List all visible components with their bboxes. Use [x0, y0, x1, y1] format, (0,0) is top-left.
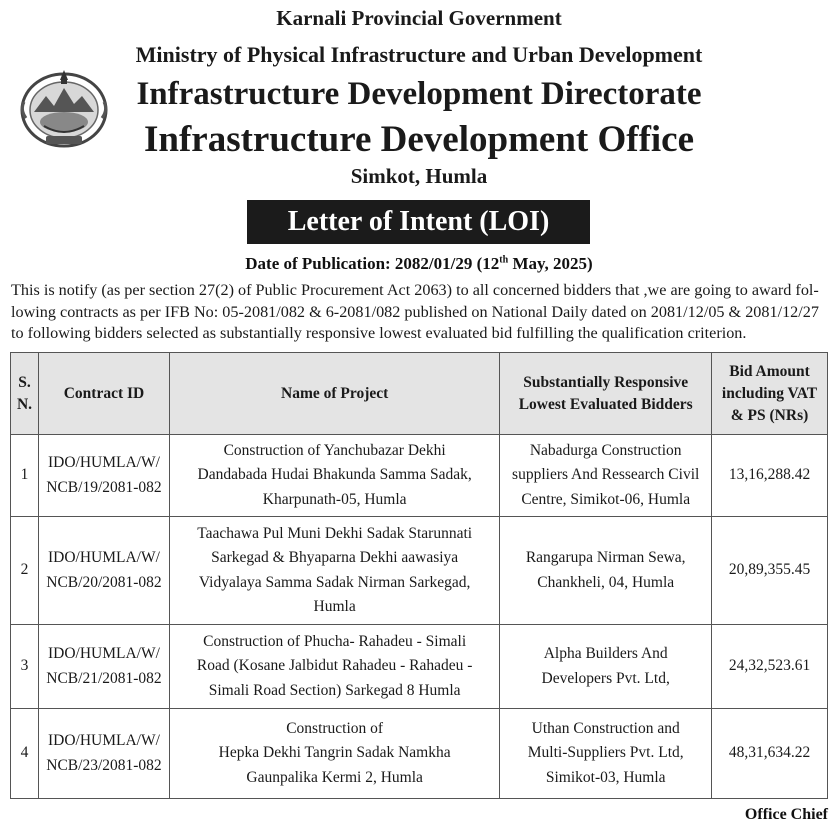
table-row [11, 517, 828, 625]
office-name: Infrastructure Development Office [143, 119, 695, 160]
row-sn: 3 [11, 625, 39, 709]
project-line: Dandabada Hudai Bhakunda Samma Sadak, [197, 466, 472, 484]
loi-title: Letter of Intent (LOI) [247, 200, 590, 244]
row-contract-id [38, 435, 169, 517]
header-contract-id: Contract ID [38, 353, 169, 435]
project-line: Sarkegad & Bhyaparna Dekhi aawasiya [211, 549, 459, 566]
bidder-line: Developers Pvt. Ltd, [541, 669, 670, 687]
row-bidder [500, 435, 712, 517]
table-header-row [11, 353, 828, 435]
project-line: Construction of Yanchubazar Dekhi [223, 441, 446, 459]
contract-id-line: IDO/HUMLA/W/ [48, 549, 160, 566]
row-project [169, 517, 499, 625]
row-sn: 1 [11, 435, 39, 517]
header-amount-line: & PS (NRs) [730, 406, 809, 424]
row-project [169, 625, 499, 709]
row-contract-id [38, 709, 169, 799]
bidder-line: Simikot-03, Humla [545, 768, 666, 786]
project-line: Construction of Phucha- Rahadeu - Simali [203, 632, 467, 650]
notice-paragraph [11, 280, 829, 345]
row-bidder [500, 709, 712, 799]
header-sn [11, 353, 39, 435]
row-amount: 24,32,523.61 [712, 625, 828, 709]
table-row [11, 435, 828, 517]
project-line: Humla [313, 598, 356, 615]
header-bidder-line: Lowest Evaluated Bidders [518, 395, 693, 413]
publication-date [0, 254, 838, 274]
notice-line: lowing contracts as per IFB No: 05-2081/082 & 6-2081/082 published on National Daily dated on 2081/12/05 & 2081/12/27 [11, 302, 819, 321]
directorate-name: Infrastructure Development Directorate [136, 76, 702, 112]
bidder-line: Chankheli, 04, Humla [537, 573, 675, 591]
header-bidder-line: Substantially Responsive [523, 373, 689, 391]
header-amount-line: including VAT [721, 384, 818, 402]
project-line: Gaunpalika Kermi 2, Humla [246, 768, 423, 786]
ministry-name: Ministry of Physical Infrastructure and Urban Development [135, 42, 703, 67]
row-amount: 48,31,634.22 [712, 709, 828, 799]
notice-line: This is notify (as per section 27(2) of Public Procurement Act 2063) to all concerned bidders that ,we are going to award fol- [11, 281, 819, 299]
row-project [169, 435, 499, 517]
office-chief-signoff: Office Chief [744, 806, 828, 823]
contract-id-line: IDO/HUMLA/W/ [48, 645, 160, 662]
project-line: Road (Kosane Jalbidut Rahadeu - Rahadeu - [196, 657, 473, 675]
header-sn-line: S. [18, 373, 31, 391]
contract-id-line: NCB/19/2081-082 [46, 478, 162, 496]
contract-id-line: IDO/HUMLA/W/ [48, 732, 160, 749]
header-amount [712, 353, 828, 435]
row-project [169, 709, 499, 799]
header-bidder [500, 353, 712, 435]
header-sn-line: N. [16, 395, 33, 413]
table-row [11, 625, 828, 709]
row-contract-id [38, 517, 169, 625]
contract-id-line: IDO/HUMLA/W/ [48, 454, 160, 471]
header-project: Name of Project [169, 353, 499, 435]
bidder-line: Uthan Construction and [531, 719, 680, 737]
row-sn: 2 [11, 517, 39, 625]
header-amount-line: Bid Amount [729, 362, 810, 380]
project-line: Vidyalaya Samma Sadak Nirman Sarkegad, [198, 573, 471, 591]
bidders-table [10, 352, 828, 799]
row-contract-id [38, 625, 169, 709]
notice-line: to following bidders selected as substantially responsive lowest evaluated bid fulfilling the qualification criterion. [11, 324, 747, 342]
bidder-line: suppliers And Ressearch Civil [512, 466, 700, 484]
row-bidder [500, 517, 712, 625]
project-line: Hepka Dekhi Tangrin Sadak Namkha [218, 744, 451, 762]
bidder-line: Alpha Builders And [543, 645, 668, 662]
project-line: Kharpunath-05, Humla [262, 490, 407, 508]
bidder-line: Nabadurga Construction [529, 441, 682, 459]
row-sn: 4 [11, 709, 39, 799]
row-amount: 13,16,288.42 [712, 435, 828, 517]
project-line: Construction of [286, 719, 384, 737]
contract-id-line: NCB/23/2081-082 [46, 756, 162, 774]
project-line: Simali Road Section) Sarkegad 8 Humla [208, 681, 461, 699]
publication-date-sup: th [499, 254, 509, 266]
contract-id-line: NCB/21/2081-082 [46, 669, 162, 687]
table-row [11, 709, 828, 799]
project-line: Taachawa Pul Muni Dekhi Sadak Starunnati [197, 524, 473, 542]
office-location: Simkot, Humla [350, 164, 488, 188]
bidder-line: Multi-Suppliers Pvt. Ltd, [527, 744, 684, 762]
bidder-line: Centre, Simikot-06, Humla [521, 490, 691, 508]
government-name: Karnali Provincial Government [276, 6, 562, 30]
row-bidder [500, 625, 712, 709]
contract-id-line: NCB/20/2081-082 [46, 573, 162, 591]
publication-date-suffix: May, 2025) [508, 254, 593, 273]
bidder-line: Rangarupa Nirman Sewa, [525, 549, 686, 566]
row-amount: 20,89,355.45 [712, 517, 828, 625]
publication-date-prefix: Date of Publication: 2082/01/29 (12 [245, 254, 500, 273]
